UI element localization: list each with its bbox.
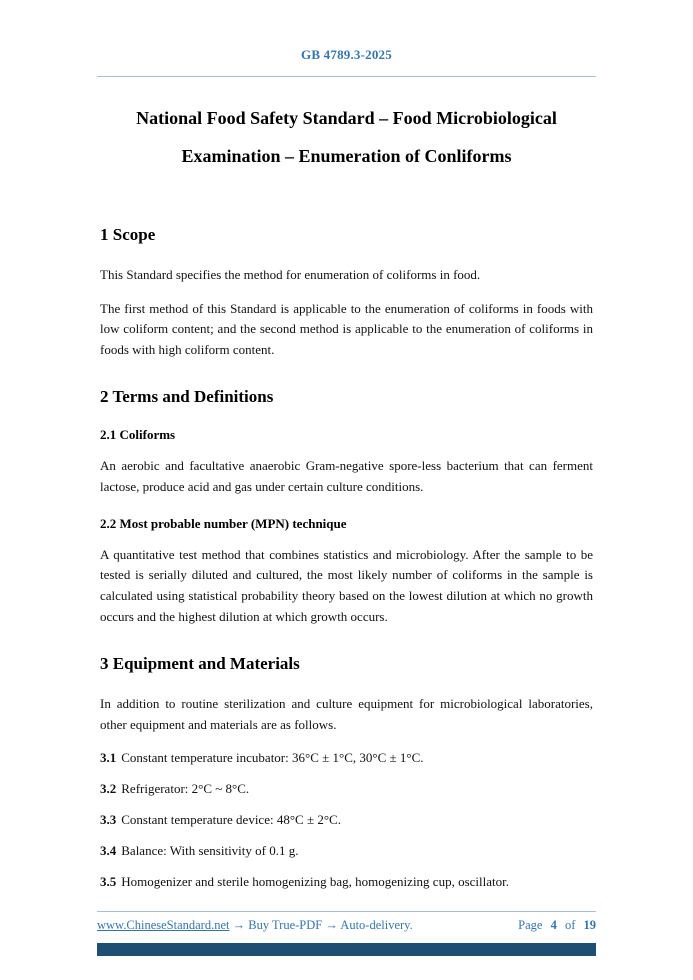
document-body — [100, 225, 593, 893]
item-number: 3.3 — [100, 811, 117, 827]
page-header — [0, 0, 693, 63]
title-line-2: Examination – Enumeration of Conliforms — [181, 146, 512, 167]
item-text: Balance: With sensitivity of 0.1 g. — [121, 842, 299, 858]
item-text: Homogenizer and sterile homogenizing bag, homogenizing cup, oscillator. — [121, 873, 509, 889]
current-page-number: 4 — [550, 918, 557, 932]
bottom-accent-bar — [97, 943, 596, 956]
paragraph: An aerobic and facultative anaerobic Gram-negative spore-less bacterium that can ferment lactose, produce acid and gas under certain culture conditions. — [100, 457, 593, 494]
footer-source — [97, 918, 413, 933]
section-heading-scope: 1 Scope — [100, 224, 156, 244]
equipment-item — [100, 872, 593, 893]
section-heading-equipment: 3 Equipment and Materials — [100, 653, 300, 673]
item-number: 3.2 — [100, 781, 117, 797]
page-indicator — [513, 918, 596, 933]
equipment-item — [100, 841, 593, 862]
item-text: Constant temperature device: 48°C ± 2°C. — [121, 811, 341, 827]
title-line-1: National Food Safety Standard – Food Microbiological — [136, 108, 557, 128]
header-divider — [97, 76, 596, 77]
paragraph: A quantitative test method that combines statistics and microbiology. After the sample to be tested is serially diluted and cultured, the most likely number of coliforms in the sample is calculated using statistical probability theory based on the lowest dilution at which no growth occurs and the highest dilution at which growth occurs. — [100, 546, 593, 624]
standard-number: GB 4789.3-2025 — [301, 47, 392, 62]
chinesestandard-link[interactable]: www.ChineseStandard.net — [97, 918, 230, 932]
page-label: Page — [518, 918, 543, 932]
document-title — [70, 107, 623, 169]
paragraph: This Standard specifies the method for enumeration of coliforms in food. — [100, 266, 481, 282]
paragraph: The first method of this Standard is applicable to the enumeration of coliforms in foods with low coliform content; and the second method is applicable to the enumeration of coliforms in foods with high coliform content. — [100, 300, 593, 358]
paragraph: In addition to routine sterilization and culture equipment for microbiological laboratories, other equipment and materials are as follows. — [100, 695, 593, 732]
item-number: 3.5 — [100, 873, 117, 889]
section-heading-terms: 2 Terms and Definitions — [100, 386, 274, 406]
item-number: 3.4 — [100, 842, 117, 858]
of-label: of — [564, 918, 576, 932]
page-footer — [97, 911, 596, 933]
item-number: 3.1 — [100, 750, 117, 766]
item-text: Constant temperature incubator: 36°C ± 1°C, 30°C ± 1°C. — [121, 750, 424, 766]
subsection-heading-mpn: 2.2 Most probable number (MPN) technique — [100, 515, 347, 531]
equipment-item — [100, 748, 593, 769]
subsection-heading-coliforms: 2.1 Coliforms — [100, 426, 176, 442]
equipment-item — [100, 779, 593, 800]
footer-tagline: → Buy True-PDF → Auto-delivery. — [229, 918, 413, 932]
equipment-item — [100, 810, 593, 831]
total-pages: 19 — [583, 918, 596, 932]
item-text: Refrigerator: 2°C ~ 8°C. — [121, 781, 250, 797]
